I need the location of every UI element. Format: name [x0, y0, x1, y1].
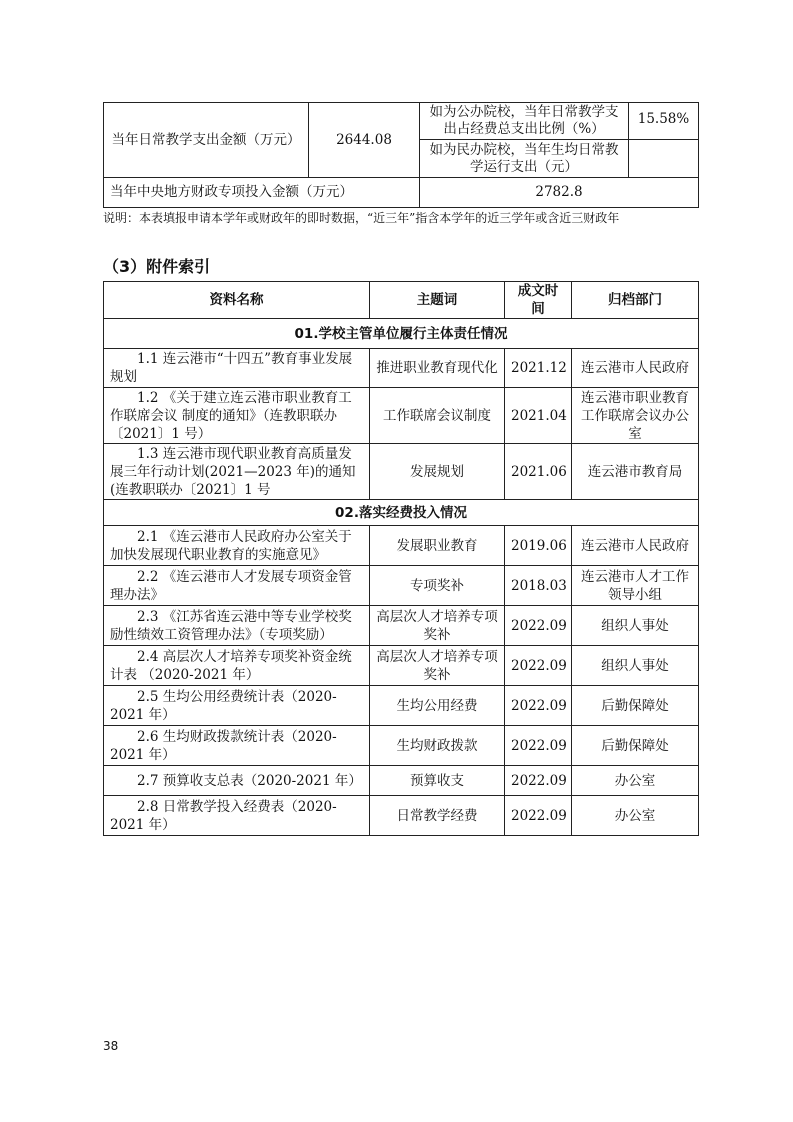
date-cell: 2022.09	[505, 646, 572, 686]
doc-name-cell: 2.6 生均财政拨款统计表（2020-2021 年）	[104, 726, 370, 766]
section-row	[104, 319, 699, 349]
doc-name-cell: 2.1 《连云港市人民政府办公室关于加快发展现代职业教育的实施意见》	[104, 526, 370, 566]
dept-cell: 后勤保障处	[572, 726, 699, 766]
table-row	[104, 606, 699, 646]
date-cell: 2021.06	[505, 444, 572, 500]
dept-cell: 组织人事处	[572, 606, 699, 646]
doc-name-cell: 2.8 日常教学投入经费表（2020-2021 年）	[104, 796, 370, 836]
section-row	[104, 500, 699, 526]
date-cell: 2022.09	[505, 726, 572, 766]
topic-cell: 发展职业教育	[370, 526, 505, 566]
doc-name-cell: 2.5 生均公用经费统计表（2020-2021 年）	[104, 686, 370, 726]
topic-cell: 生均财政拨款	[370, 726, 505, 766]
topic-cell: 预算收支	[370, 766, 505, 796]
topic-cell: 推进职业教育现代化	[370, 349, 505, 388]
table-row	[104, 526, 699, 566]
central-fund-label: 当年中央地方财政专项投入金额（万元）	[104, 178, 420, 208]
dept-cell: 组织人事处	[572, 646, 699, 686]
table-row	[104, 646, 699, 686]
date-cell: 2022.09	[505, 796, 572, 836]
public-ratio-label: 如为公办院校，当年日常教学支出占经费总支出比例（%）	[420, 103, 629, 140]
private-per-student-label: 如为民办院校，当年生均日常教学运行支出（元）	[420, 140, 629, 178]
topic-cell: 高层次人才培养专项奖补	[370, 606, 505, 646]
doc-name-cell: 2.2 《连云港市人才发展专项资金管理办法》	[104, 566, 370, 606]
dept-cell: 连云港市教育局	[572, 444, 699, 500]
topic-cell: 日常教学经费	[370, 796, 505, 836]
date-cell: 2022.09	[505, 606, 572, 646]
topic-cell: 专项奖补	[370, 566, 505, 606]
table-row	[104, 766, 699, 796]
table-row	[104, 566, 699, 606]
dept-cell: 连云港市人民政府	[572, 526, 699, 566]
date-cell: 2018.03	[505, 566, 572, 606]
section-heading: （3）附件索引	[103, 257, 211, 276]
table-header-row	[104, 282, 699, 319]
table-row	[104, 686, 699, 726]
header-name: 资料名称	[104, 282, 370, 319]
table-row	[104, 444, 699, 500]
dept-cell: 连云港市职业教育工作联席会议办公室	[572, 388, 699, 444]
section-title: 02.落实经费投入情况	[104, 500, 699, 526]
page-number: 38	[103, 1039, 119, 1053]
date-cell: 2021.04	[505, 388, 572, 444]
date-cell: 2022.09	[505, 766, 572, 796]
doc-name-cell: 1.2 《关于建立连云港市职业教育工作联席会议 制度的通知》（连教职联办〔2021〕1 号）	[104, 388, 370, 444]
dept-cell: 连云港市人才工作领导小组	[572, 566, 699, 606]
date-cell: 2021.12	[505, 349, 572, 388]
header-date: 成文时间	[505, 282, 572, 319]
date-cell: 2019.06	[505, 526, 572, 566]
daily-expense-value: 2644.08	[309, 103, 420, 178]
topic-cell: 生均公用经费	[370, 686, 505, 726]
central-fund-value: 2782.8	[420, 178, 699, 208]
topic-cell: 发展规划	[370, 444, 505, 500]
topic-cell: 工作联席会议制度	[370, 388, 505, 444]
daily-expense-label: 当年日常教学支出金额（万元）	[104, 103, 309, 178]
section-title: 01.学校主管单位履行主体责任情况	[104, 319, 699, 349]
finance-summary-table	[103, 102, 699, 208]
doc-name-cell: 2.3 《江苏省连云港中等专业学校奖励性绩效工资管理办法》（专项奖励）	[104, 606, 370, 646]
topic-cell: 高层次人才培养专项奖补	[370, 646, 505, 686]
header-topic: 主题词	[370, 282, 505, 319]
dept-cell: 办公室	[572, 766, 699, 796]
attachment-index-table	[103, 281, 699, 836]
table-row	[104, 388, 699, 444]
dept-cell: 后勤保障处	[572, 686, 699, 726]
doc-name-cell: 2.4 高层次人才培养专项奖补资金统计表 （2020-2021 年）	[104, 646, 370, 686]
table-row	[104, 796, 699, 836]
table-note: 说明：本表填报申请本学年或财政年的即时数据，“近三年”指含本学年的近三学年或含近三财政年	[103, 211, 620, 225]
table-row	[104, 726, 699, 766]
doc-name-cell: 1.1 连云港市“十四五”教育事业发展规划	[104, 349, 370, 388]
doc-name-cell: 2.7 预算收支总表（2020-2021 年）	[104, 766, 370, 796]
private-per-student-value	[629, 140, 699, 178]
header-dept: 归档部门	[572, 282, 699, 319]
dept-cell: 连云港市人民政府	[572, 349, 699, 388]
date-cell: 2022.09	[505, 686, 572, 726]
dept-cell: 办公室	[572, 796, 699, 836]
table-row	[104, 349, 699, 388]
public-ratio-value: 15.58%	[629, 103, 699, 140]
doc-name-cell: 1.3 连云港市现代职业教育高质量发展三年行动计划(2021—2023 年)的通知(连教职联办〔2021〕1 号	[104, 444, 370, 500]
